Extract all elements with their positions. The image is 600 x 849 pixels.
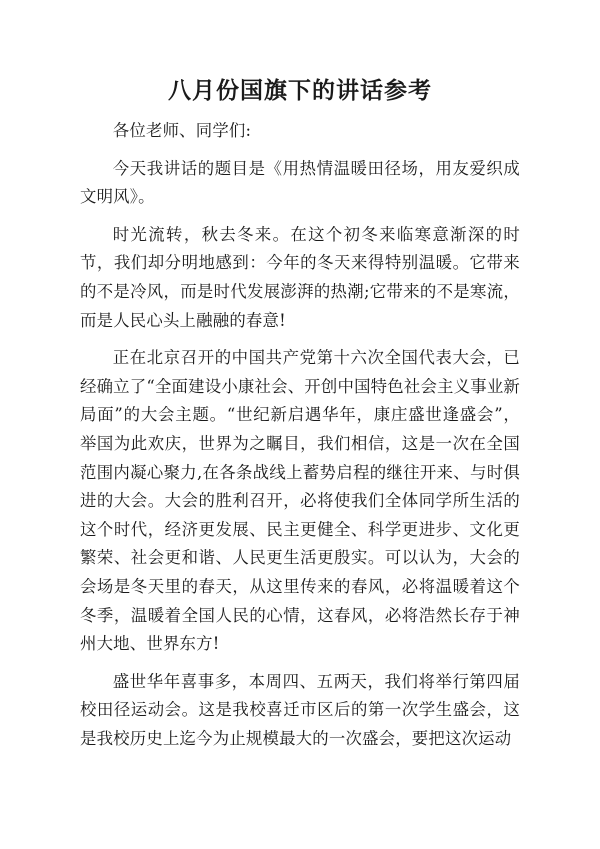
sports-meet-paragraph: 盛世华年喜事多，本周四、五两天，我们将举行第四届校田径运动会。这是我校喜迁市区后的第一次学生盛会，这是我校历史上迄今为止规模最大的一次盛会，要把这次运动 <box>80 671 520 748</box>
season-paragraph: 时光流转，秋去冬来。在这个初冬来临寒意渐深的时节，我们却分明地感到：今年的冬天来得特别温暖。它带来的不是冷风，而是时代发展澎湃的热潮;它带来的不是寒流，而是人民心头上融融的春意! <box>80 224 520 330</box>
greeting-paragraph: 各位老师、同学们: <box>112 121 252 140</box>
speech-body <box>80 117 520 762</box>
page-title: 八月份国旗下的讲话参考 <box>168 77 432 104</box>
topic-paragraph: 今天我讲话的题目是《用热情温暖田径场，用友爱织成文明风》。 <box>80 158 520 207</box>
congress-paragraph: 正在北京召开的中国共产党第十六次全国代表大会，已经确立了“全面建设小康社会、开创中国特色社会主义事业新局面”的大会主题。“世纪新启遇华年，康庄盛世逢盛会”，举国为此欢庆，世界为之瞩目，我们相信，这是一次在全国范围内凝心聚力,在各条战线上蓄势启程的继往开来、与时俱进的大会。大会的胜利召开，必将使我们全体同学所生活的这个时代，经济更发展、民主更健全、科学更进步、文化更繁荣、社会更和谐、人民更生活更殷实。可以认为，大会的会场是冬天里的春天，从这里传来的春风，必将温暖着这个冬季，温暖着全国人民的心情，这春风，必将浩然长存于神州大地、世界东方! <box>80 348 520 654</box>
